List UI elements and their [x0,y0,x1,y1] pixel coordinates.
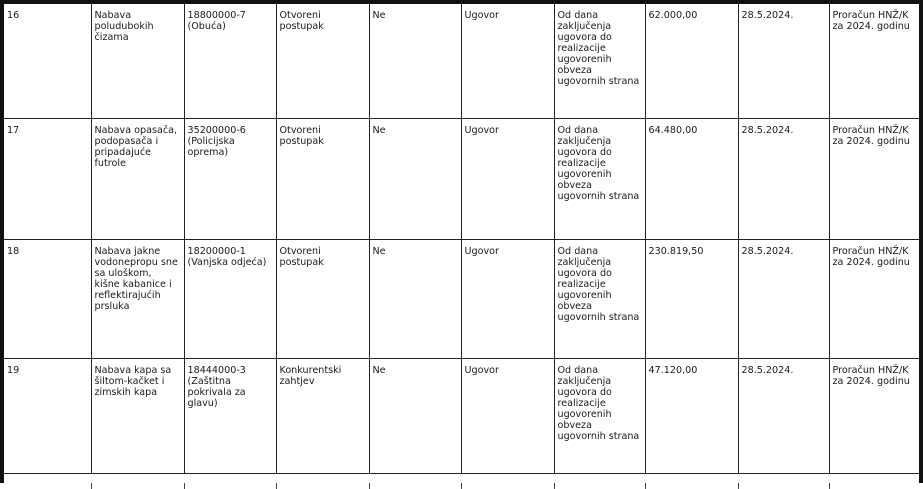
procedure-cell: Otvoreni postupak [276,4,369,119]
subject-cell: Nabava jakne vodonepropu sne sa uloškom, kišne kabanice i reflektirajućih prsluka [91,240,184,359]
procedure-cell: Otvoreni postupak [276,119,369,240]
table-row [4,359,919,474]
value-cell: 62.000,00 [645,4,738,119]
funding-source-cell: Proračun HNŽ/K za 2024. godinu [829,4,919,119]
column-divider [829,483,830,489]
row-number-cell: 19 [4,359,91,474]
funding-source-cell: Proračun HNŽ/K za 2024. godinu [829,359,919,474]
sector-cell: Ne [369,4,461,119]
date-cell: 28.5.2024. [738,359,829,474]
cpv-code-cell: 18444000-3 (Zaštitna pokrivala za glavu) [184,359,276,474]
table-row [4,4,919,119]
date-cell: 28.5.2024. [738,4,829,119]
cpv-code-cell: 18800000-7 (Obuća) [184,4,276,119]
date-cell: 28.5.2024. [738,119,829,240]
column-divider [369,483,370,489]
column-divider [91,483,92,489]
duration-cell: Od dana zaključenja ugovora do realizacije ugovorenih obveza ugovornih strana [554,4,645,119]
duration-cell: Od dana zaključenja ugovora do realizacije ugovorenih obveza ugovornih strana [554,240,645,359]
value-cell: 47.120,00 [645,359,738,474]
funding-source-cell: Proračun HNŽ/K za 2024. godinu [829,119,919,240]
procurement-plan-table [4,4,919,474]
contract-type-cell: Ugovor [461,240,554,359]
column-divider [554,483,555,489]
procedure-cell: Otvoreni postupak [276,240,369,359]
row-number-cell: 17 [4,119,91,240]
column-divider [276,483,277,489]
value-cell: 64.480,00 [645,119,738,240]
column-divider [738,483,739,489]
subject-cell: Nabava kapa sa šiltom-kačket i zimskih kapa [91,359,184,474]
sector-cell: Ne [369,119,461,240]
sector-cell: Ne [369,359,461,474]
table-row [4,119,919,240]
table-row [4,240,919,359]
date-cell: 28.5.2024. [738,240,829,359]
contract-type-cell: Ugovor [461,4,554,119]
contract-type-cell: Ugovor [461,359,554,474]
cpv-code-cell: 18200000-1 (Vanjska odjeća) [184,240,276,359]
row-number-cell: 18 [4,240,91,359]
value-cell: 230.819,50 [645,240,738,359]
column-divider [461,483,462,489]
subject-cell: Nabava poludubokih čizama [91,4,184,119]
funding-source-cell: Proračun HNŽ/K za 2024. godinu [829,240,919,359]
contract-type-cell: Ugovor [461,119,554,240]
column-divider [645,483,646,489]
duration-cell: Od dana zaključenja ugovora do realizacije ugovorenih obveza ugovornih strana [554,359,645,474]
sector-cell: Ne [369,240,461,359]
subject-cell: Nabava opasača, podopasača i pripadajuće futrole [91,119,184,240]
column-divider [184,483,185,489]
row-number-cell: 16 [4,4,91,119]
duration-cell: Od dana zaključenja ugovora do realizacije ugovorenih obveza ugovornih strana [554,119,645,240]
cpv-code-cell: 35200000-6 (Policijska oprema) [184,119,276,240]
procedure-cell: Konkurentski zahtjev [276,359,369,474]
